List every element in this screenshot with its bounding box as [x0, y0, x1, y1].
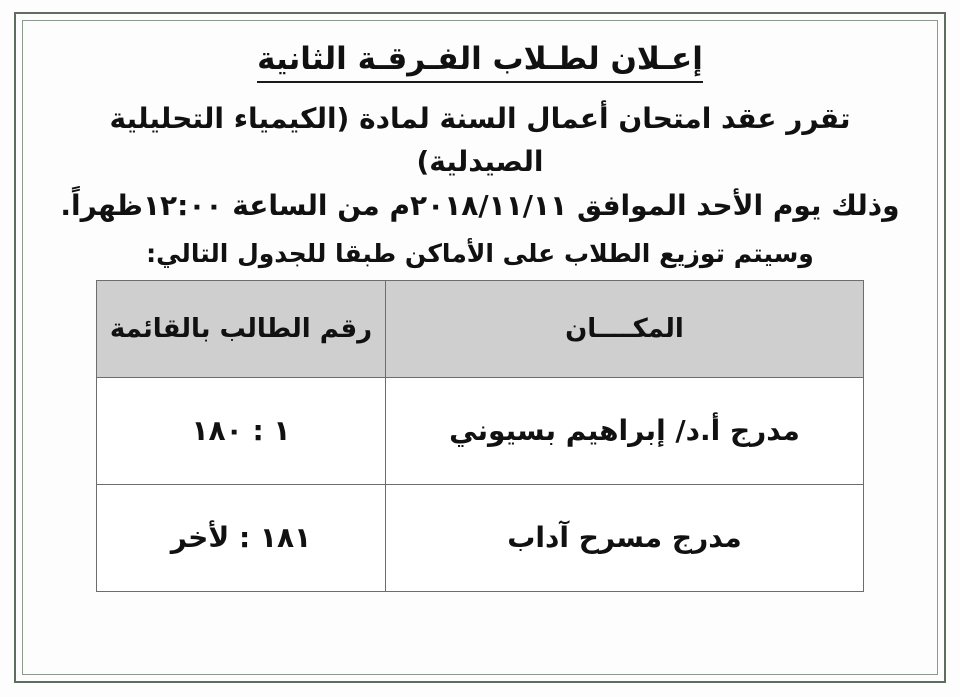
- table-header-place: المكــــان: [385, 280, 863, 377]
- table-header-row: [97, 280, 864, 377]
- page-title: إعـلان لطـلاب الفـرقـة الثانية: [257, 40, 703, 83]
- table-row: [97, 484, 864, 591]
- distribution-note: وسيتم توزيع الطلاب على الأماكن طبقا للجدول التالي:: [146, 238, 814, 268]
- cell-range: ١٨١ : لأخر: [97, 484, 386, 591]
- announcement-line-1: تقرر عقد امتحان أعمال السنة لمادة (الكيمياء التحليلية الصيدلية): [109, 101, 851, 179]
- table-header-range: رقم الطالب بالقائمة: [97, 280, 386, 377]
- cell-place: مدرج مسرح آداب: [385, 484, 863, 591]
- table-row: [97, 377, 864, 484]
- distribution-table: [96, 280, 864, 592]
- announcement-line-2: وذلك يوم الأحد الموافق ٢٠١٨/١١/١١م من الساعة ١٢:٠٠ظهراً.: [60, 188, 900, 222]
- cell-range: ١ : ١٨٠: [97, 377, 386, 484]
- document-content: [34, 30, 926, 667]
- table-body: [97, 377, 864, 591]
- announcement-paragraph: [44, 91, 916, 227]
- table-head: [97, 280, 864, 377]
- page-title-wrapper: [34, 30, 926, 91]
- cell-place: مدرج أ.د/ إبراهيم بسيوني: [385, 377, 863, 484]
